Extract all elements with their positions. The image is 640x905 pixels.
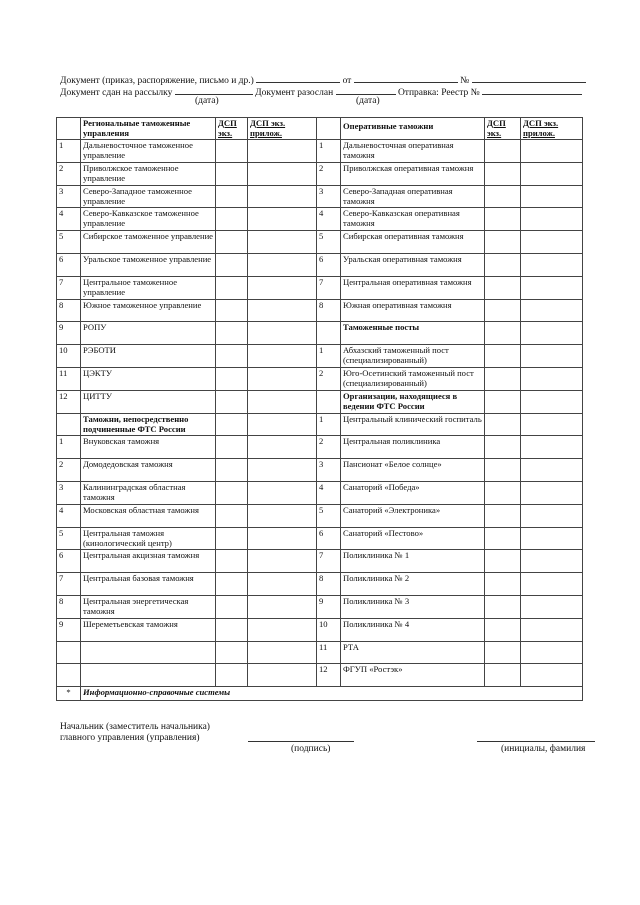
left-number — [57, 641, 81, 664]
header-line-2 — [60, 85, 582, 99]
left-dsp-app-cell[interactable] — [248, 413, 317, 436]
initials-caption: (инициалы, фамилия — [501, 744, 586, 754]
right-dsp-app-cell[interactable] — [521, 504, 583, 527]
table-header-row — [57, 118, 583, 140]
right-dsp-app-cell[interactable] — [521, 140, 583, 163]
right-dsp-cell[interactable] — [485, 162, 521, 185]
right-name: Центральный клинический госпиталь — [341, 413, 485, 436]
left-dsp-cell[interactable] — [216, 459, 248, 482]
chief-title-line-1: Начальник (заместитель начальника) — [60, 722, 210, 732]
table-row — [57, 253, 583, 276]
left-number: 12 — [57, 390, 81, 413]
table-row — [57, 459, 583, 482]
right-dsp-cell[interactable] — [485, 664, 521, 687]
right-dsp-app-cell[interactable] — [521, 618, 583, 641]
left-dsp-app-header: ДСП экз. прилож. — [248, 118, 317, 140]
right-dsp-cell[interactable] — [485, 253, 521, 276]
doc-type-label: Документ (приказ, распоряжение, письмо и др.) — [60, 76, 254, 86]
table-row — [57, 641, 583, 664]
chief-title-line-2: главного управления (управления) — [60, 733, 200, 743]
table-row — [57, 231, 583, 254]
right-name: Санаторий «Электроника» — [341, 504, 485, 527]
left-number: 11 — [57, 367, 81, 390]
right-dsp-cell[interactable] — [485, 527, 521, 550]
right-dsp-app-cell[interactable] — [521, 299, 583, 322]
right-dsp-header: ДСП экз. — [485, 118, 521, 140]
left-number: 9 — [57, 618, 81, 641]
left-dsp-app-cell[interactable] — [248, 390, 317, 413]
right-dsp-app-cell[interactable] — [521, 641, 583, 664]
doc-type-field[interactable] — [256, 73, 340, 83]
left-number — [57, 413, 81, 436]
right-dsp-app-cell[interactable] — [521, 253, 583, 276]
left-dsp-cell[interactable] — [216, 390, 248, 413]
table-row — [57, 185, 583, 208]
right-dsp-cell[interactable] — [485, 231, 521, 254]
left-name: Таможни, непосредственно подчиненные ФТС России — [81, 413, 216, 436]
left-number: 1 — [57, 140, 81, 163]
right-dsp-cell[interactable] — [485, 276, 521, 299]
left-name: Сибирское таможенное управление — [81, 231, 216, 254]
table-row — [57, 595, 583, 618]
left-dsp-cell[interactable] — [216, 641, 248, 664]
table-row — [57, 276, 583, 299]
left-number: 6 — [57, 253, 81, 276]
right-dsp-app-cell[interactable] — [521, 231, 583, 254]
left-dsp-cell[interactable] — [216, 140, 248, 163]
right-number — [317, 390, 341, 413]
right-dsp-cell[interactable] — [485, 618, 521, 641]
left-name: Южное таможенное управление — [81, 299, 216, 322]
info-systems-label: Информационно-справочные системы — [81, 687, 583, 701]
right-dsp-cell[interactable] — [485, 208, 521, 231]
right-dsp-app-header: ДСП экз. прилож. — [521, 118, 583, 140]
table-row — [57, 573, 583, 596]
left-name: РЭБОТИ — [81, 345, 216, 368]
left-name: Центральная акцизная таможня — [81, 550, 216, 573]
left-name: Московская областная таможня — [81, 504, 216, 527]
left-dsp-app-cell[interactable] — [248, 276, 317, 299]
left-number: 5 — [57, 527, 81, 550]
left-number: 10 — [57, 345, 81, 368]
handed-date-field[interactable] — [175, 85, 253, 95]
left-number: 6 — [57, 550, 81, 573]
right-number: 1 — [317, 413, 341, 436]
sent-label: Документ разослан — [255, 88, 334, 98]
left-dsp-app-cell[interactable] — [248, 231, 317, 254]
left-number — [57, 664, 81, 687]
right-name: Абхазский таможенный пост (специализированный) — [341, 345, 485, 368]
table-row — [57, 345, 583, 368]
left-dsp-app-cell[interactable] — [248, 573, 317, 596]
info-systems-mark: * — [57, 687, 81, 701]
left-name: Приволжское таможенное управление — [81, 162, 216, 185]
table-row — [57, 618, 583, 641]
left-number: 4 — [57, 208, 81, 231]
left-dsp-app-cell[interactable] — [248, 140, 317, 163]
right-dsp-app-cell[interactable] — [521, 322, 583, 345]
right-name: Южная оперативная таможня — [341, 299, 485, 322]
left-dsp-cell[interactable] — [216, 481, 248, 504]
right-number: 2 — [317, 367, 341, 390]
initials-line[interactable] — [477, 741, 595, 742]
left-dsp-app-cell[interactable] — [248, 345, 317, 368]
left-name — [81, 664, 216, 687]
left-name: Уральское таможенное управление — [81, 253, 216, 276]
right-dsp-cell[interactable] — [485, 299, 521, 322]
right-number: 5 — [317, 504, 341, 527]
left-dsp-app-cell[interactable] — [248, 367, 317, 390]
table-row — [57, 550, 583, 573]
left-number: 1 — [57, 436, 81, 459]
left-dsp-app-cell[interactable] — [248, 641, 317, 664]
left-dsp-cell[interactable] — [216, 618, 248, 641]
right-number: 11 — [317, 641, 341, 664]
left-dsp-cell[interactable] — [216, 413, 248, 436]
left-number: 7 — [57, 276, 81, 299]
right-dsp-app-cell[interactable] — [521, 459, 583, 482]
left-dsp-cell[interactable] — [216, 299, 248, 322]
right-name: Поликлиника № 1 — [341, 550, 485, 573]
right-dsp-cell[interactable] — [485, 595, 521, 618]
left-name: ЦЭКТУ — [81, 367, 216, 390]
right-dsp-cell[interactable] — [485, 550, 521, 573]
handed-label: Документ сдан на рассылку — [60, 88, 173, 98]
left-dsp-cell[interactable] — [216, 322, 248, 345]
left-name-header: Региональные таможенные управления — [81, 118, 216, 140]
right-dsp-cell[interactable] — [485, 436, 521, 459]
left-dsp-cell[interactable] — [216, 436, 248, 459]
right-number: 8 — [317, 573, 341, 596]
right-dsp-cell[interactable] — [485, 573, 521, 596]
right-name: Санаторий «Победа» — [341, 481, 485, 504]
table-row — [57, 436, 583, 459]
table-row — [57, 367, 583, 390]
right-number: 6 — [317, 527, 341, 550]
right-num-header — [317, 118, 341, 140]
left-dsp-header: ДСП экз. — [216, 118, 248, 140]
right-dsp-app-cell[interactable] — [521, 162, 583, 185]
right-number: 5 — [317, 231, 341, 254]
left-dsp-app-cell[interactable] — [248, 162, 317, 185]
right-name: Санаторий «Пестово» — [341, 527, 485, 550]
signature-line[interactable] — [248, 741, 354, 742]
left-dsp-app-cell[interactable] — [248, 595, 317, 618]
left-dsp-app-cell[interactable] — [248, 208, 317, 231]
right-name: Поликлиника № 4 — [341, 618, 485, 641]
right-number: 1 — [317, 140, 341, 163]
right-dsp-app-cell[interactable] — [521, 481, 583, 504]
left-dsp-app-cell[interactable] — [248, 459, 317, 482]
left-dsp-cell[interactable] — [216, 573, 248, 596]
table-row — [57, 504, 583, 527]
right-dsp-app-cell[interactable] — [521, 185, 583, 208]
left-name: Дальневосточное таможенное управление — [81, 140, 216, 163]
left-name: Шереметьевская таможня — [81, 618, 216, 641]
right-dsp-cell[interactable] — [485, 140, 521, 163]
left-name: Домодедовская таможня — [81, 459, 216, 482]
right-name: Таможенные посты — [341, 322, 485, 345]
left-number: 3 — [57, 185, 81, 208]
right-name: Пансионат «Белое солнце» — [341, 459, 485, 482]
right-dsp-cell[interactable] — [485, 504, 521, 527]
left-number: 4 — [57, 504, 81, 527]
left-dsp-cell[interactable] — [216, 208, 248, 231]
right-number: 10 — [317, 618, 341, 641]
left-number: 2 — [57, 162, 81, 185]
left-dsp-cell[interactable] — [216, 504, 248, 527]
left-dsp-app-cell[interactable] — [248, 481, 317, 504]
left-name — [81, 641, 216, 664]
left-dsp-cell[interactable] — [216, 185, 248, 208]
right-dsp-app-cell[interactable] — [521, 573, 583, 596]
table-row — [57, 664, 583, 687]
table-row — [57, 527, 583, 550]
left-name: ЦИТТУ — [81, 390, 216, 413]
right-name: Уральская оперативная таможня — [341, 253, 485, 276]
right-dsp-cell[interactable] — [485, 185, 521, 208]
right-number: 3 — [317, 185, 341, 208]
doc-number-field[interactable] — [472, 73, 586, 83]
left-number: 8 — [57, 299, 81, 322]
right-dsp-app-cell[interactable] — [521, 276, 583, 299]
left-dsp-app-cell[interactable] — [248, 504, 317, 527]
table-row — [57, 162, 583, 185]
table-row — [57, 390, 583, 413]
right-number: 2 — [317, 162, 341, 185]
right-number: 6 — [317, 253, 341, 276]
left-number: 2 — [57, 459, 81, 482]
right-dsp-app-cell[interactable] — [521, 208, 583, 231]
right-number — [317, 322, 341, 345]
left-name: Центральная базовая таможня — [81, 573, 216, 596]
right-dsp-app-cell[interactable] — [521, 664, 583, 687]
right-dsp-cell[interactable] — [485, 641, 521, 664]
right-number: 1 — [317, 345, 341, 368]
table-row — [57, 140, 583, 163]
left-dsp-app-cell[interactable] — [248, 436, 317, 459]
right-dsp-app-cell[interactable] — [521, 550, 583, 573]
right-dsp-cell[interactable] — [485, 459, 521, 482]
right-number: 12 — [317, 664, 341, 687]
left-name: Центральная таможня (кинологический центр) — [81, 527, 216, 550]
left-dsp-cell[interactable] — [216, 367, 248, 390]
left-dsp-app-cell[interactable] — [248, 664, 317, 687]
info-systems-row — [57, 687, 583, 701]
table-row — [57, 208, 583, 231]
number-label: № — [460, 76, 470, 86]
left-number: 3 — [57, 481, 81, 504]
left-dsp-cell[interactable] — [216, 231, 248, 254]
left-dsp-app-cell[interactable] — [248, 550, 317, 573]
right-number: 9 — [317, 595, 341, 618]
left-name: РОПУ — [81, 322, 216, 345]
left-dsp-cell[interactable] — [216, 527, 248, 550]
table-row — [57, 481, 583, 504]
left-dsp-app-cell[interactable] — [248, 527, 317, 550]
right-name-header: Оперативные таможни — [341, 118, 485, 140]
left-number: 5 — [57, 231, 81, 254]
table-row — [57, 299, 583, 322]
right-dsp-app-cell[interactable] — [521, 390, 583, 413]
right-dsp-cell[interactable] — [485, 322, 521, 345]
distribution-table — [56, 117, 583, 701]
left-num-header — [57, 118, 81, 140]
right-name: Центральная оперативная таможня — [341, 276, 485, 299]
right-name: Организации, находящиеся в ведении ФТС России — [341, 390, 485, 413]
left-dsp-app-cell[interactable] — [248, 618, 317, 641]
right-number: 2 — [317, 436, 341, 459]
right-name: Северо-Кавказская оперативная таможня — [341, 208, 485, 231]
left-dsp-cell[interactable] — [216, 664, 248, 687]
left-dsp-cell[interactable] — [216, 345, 248, 368]
table-row — [57, 413, 583, 436]
left-name: Центральная энергетическая таможня — [81, 595, 216, 618]
left-number: 9 — [57, 322, 81, 345]
left-name: Центральное таможенное управление — [81, 276, 216, 299]
left-number: 8 — [57, 595, 81, 618]
right-number: 8 — [317, 299, 341, 322]
right-name: Северо-Западная оперативная таможня — [341, 185, 485, 208]
right-number: 4 — [317, 208, 341, 231]
right-name: Поликлиника № 2 — [341, 573, 485, 596]
right-number: 7 — [317, 550, 341, 573]
left-number: 7 — [57, 573, 81, 596]
date-caption-2: (дата) — [356, 96, 380, 106]
right-dsp-cell[interactable] — [485, 481, 521, 504]
right-dsp-cell[interactable] — [485, 345, 521, 368]
left-dsp-cell[interactable] — [216, 162, 248, 185]
right-name: Центральная поликлиника — [341, 436, 485, 459]
right-dsp-app-cell[interactable] — [521, 595, 583, 618]
right-number: 3 — [317, 459, 341, 482]
right-name: Приволжская оперативная таможня — [341, 162, 485, 185]
right-dsp-cell[interactable] — [485, 413, 521, 436]
right-dsp-cell[interactable] — [485, 390, 521, 413]
right-dsp-app-cell[interactable] — [521, 436, 583, 459]
from-label: от — [342, 76, 352, 86]
left-dsp-cell[interactable] — [216, 253, 248, 276]
right-number: 7 — [317, 276, 341, 299]
right-dsp-cell[interactable] — [485, 367, 521, 390]
sent-date-field[interactable] — [336, 85, 396, 95]
dispatch-label: Отправка: Реестр № — [397, 88, 480, 98]
right-name: Сибирская оперативная таможня — [341, 231, 485, 254]
left-name: Внуковская таможня — [81, 436, 216, 459]
right-dsp-app-cell[interactable] — [521, 345, 583, 368]
table-row — [57, 322, 583, 345]
left-dsp-app-cell[interactable] — [248, 253, 317, 276]
right-dsp-app-cell[interactable] — [521, 527, 583, 550]
left-dsp-app-cell[interactable] — [248, 299, 317, 322]
signature-caption: (подпись) — [291, 744, 331, 754]
left-dsp-cell[interactable] — [216, 276, 248, 299]
left-name: Калининградская областная таможня — [81, 481, 216, 504]
right-number: 4 — [317, 481, 341, 504]
left-dsp-cell[interactable] — [216, 595, 248, 618]
date-caption-1: (дата) — [195, 96, 219, 106]
left-dsp-app-cell[interactable] — [248, 185, 317, 208]
right-dsp-app-cell[interactable] — [521, 367, 583, 390]
left-dsp-app-cell[interactable] — [248, 322, 317, 345]
left-name: Северо-Западное таможенное управление — [81, 185, 216, 208]
right-name: Поликлиника № 3 — [341, 595, 485, 618]
doc-date-field[interactable] — [354, 73, 458, 83]
right-dsp-app-cell[interactable] — [521, 413, 583, 436]
left-dsp-cell[interactable] — [216, 550, 248, 573]
left-name: Северо-Кавказское таможенное управление — [81, 208, 216, 231]
right-name: Юго-Осетинский таможенный пост (специализированный) — [341, 367, 485, 390]
right-name: Дальневосточная оперативная таможня — [341, 140, 485, 163]
right-name: РТА — [341, 641, 485, 664]
registry-number-field[interactable] — [482, 85, 582, 95]
right-name: ФГУП «Ростэк» — [341, 664, 485, 687]
